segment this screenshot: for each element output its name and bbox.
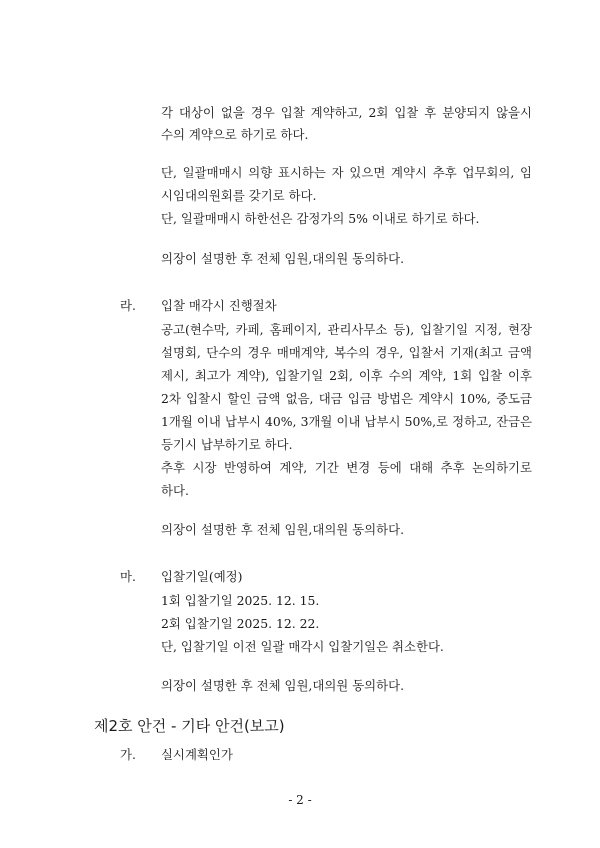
agreement-statement: 의장이 설명한 후 전체 임원,대의원 동의하다. [161, 251, 405, 266]
section-line: 추후 시장 반영하여 계약, 기간 변경 등에 대해 추후 논의하기로 [161, 460, 532, 475]
paragraph-line: 단, 일괄매매시 하한선은 감정가의 5% 이내로 하기로 하다. [161, 211, 480, 226]
agreement-statement: 의장이 설명한 후 전체 임원,대의원 동의하다. [161, 678, 405, 693]
section-line: 공고(현수막, 카페, 홈페이지, 관리사무소 등), 입찰기일 지정, 현장 [161, 322, 532, 337]
paragraph-line: 시임대의원회를 갖기로 하다. [161, 188, 317, 203]
agreement-statement: 의장이 설명한 후 전체 임원,대의원 동의하다. [161, 522, 405, 537]
section-marker: 라. [120, 298, 136, 313]
section-line: 2차 입찰시 할인 금액 없음, 대금 입금 방법은 계약시 10%, 중도금 [161, 391, 532, 406]
section-marker: 마. [120, 569, 136, 584]
agenda-heading: 제2호 안건 - 기타 안건(보고) [94, 717, 285, 735]
section-line: 1개월 이내 납부시 40%, 3개월 이내 납부시 50%,로 정하고, 잔금은 [161, 414, 532, 429]
section-line: 하다. [161, 483, 189, 498]
section-title: 입찰기일(예정) [161, 569, 243, 584]
agenda-item: 실시계획인가 [161, 747, 233, 762]
section-line: 2회 입찰기일 2025. 12. 22. [161, 616, 320, 631]
paragraph-line: 각 대상이 없을 경우 입찰 계약하고, 2회 입찰 후 분양되지 않을시 [161, 105, 532, 120]
section-line: 제시, 최고가 계약), 입찰기일 2회, 이후 수의 계약, 1회 입찰 이후 [161, 368, 532, 383]
section-line: 등기시 납부하기로 하다. [161, 437, 293, 452]
agenda-item-marker: 가. [120, 747, 136, 762]
section-line: 1회 입찰기일 2025. 12. 15. [161, 593, 320, 608]
page-number: - 2 - [288, 793, 312, 807]
section-title: 입찰 매각시 진행절차 [161, 298, 277, 313]
section-line: 설명회, 단수의 경우 매매계약, 복수의 경우, 입찰서 기재(최고 금액 [161, 345, 532, 360]
paragraph-line: 단, 일괄매매시 의향 표시하는 자 있으면 계약시 추후 업무회의, 임 [161, 165, 532, 180]
paragraph-line: 수의 계약으로 하기로 하다. [161, 127, 309, 142]
section-line: 단, 입찰기일 이전 일괄 매각시 입찰기일은 취소한다. [161, 639, 444, 654]
